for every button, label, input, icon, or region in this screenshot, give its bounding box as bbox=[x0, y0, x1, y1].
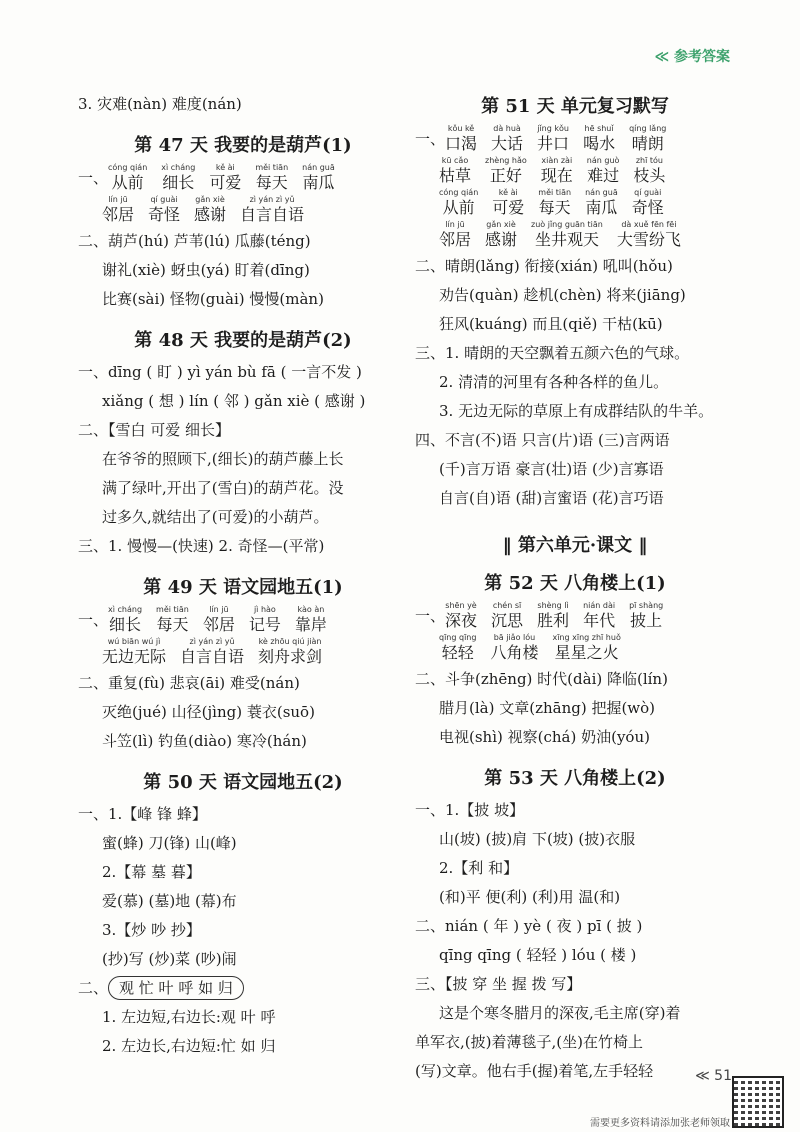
hanzi-word: 披上 bbox=[630, 611, 663, 630]
pinyin-word bbox=[445, 601, 477, 631]
hanzi-word: 大话 bbox=[491, 134, 524, 153]
pinyin-text: gǎn xiè bbox=[486, 220, 516, 229]
pinyin-word bbox=[148, 195, 180, 225]
hanzi-word: 邻居 bbox=[439, 230, 472, 249]
pinyin-text: qīng qīng bbox=[439, 633, 477, 642]
pinyin-word bbox=[537, 124, 569, 154]
pinyin-word bbox=[302, 163, 335, 193]
day-51-line3: 狂风(kuáng) 而且(qiě) 干枯(kū) bbox=[439, 315, 663, 333]
pinyin-word bbox=[633, 156, 665, 186]
day-47-line2: 谢礼(xiè) 蚜虫(yá) 盯着(dīng) bbox=[102, 261, 310, 279]
hanzi-word: 枯草 bbox=[439, 166, 472, 185]
day-50-title: 第 50 天 语文园地五(2) bbox=[143, 772, 343, 793]
pinyin-word bbox=[491, 601, 523, 631]
hanzi-word: 感谢 bbox=[194, 205, 227, 224]
pinyin-text: lín jū bbox=[445, 220, 465, 229]
day-49-row1: 一、 xì cháng 细长 měi tiān 每天 lín jū 邻居 jì hào 记号 kào àn 靠岸 bbox=[78, 605, 327, 634]
day-50-line4: 爱(慕) (墓)地 (幕)布 bbox=[102, 892, 237, 910]
hanzi-word: 每天 bbox=[255, 173, 288, 192]
hanzi-word: 自言自语 bbox=[240, 205, 305, 224]
pinyin-word bbox=[102, 195, 134, 225]
day-50-line2: 蜜(蜂) 刀(锋) 山(峰) bbox=[102, 834, 237, 852]
pinyin-text: qíng lǎng bbox=[629, 124, 667, 133]
hanzi-word: 靠岸 bbox=[294, 615, 327, 634]
pinyin-text: shēn yè bbox=[445, 601, 477, 610]
day-51-row4 bbox=[415, 220, 735, 250]
day-52-line3: 电视(shì) 视察(chá) 奶油(yóu) bbox=[439, 728, 650, 746]
day-51-line9: 自言(自)语 (甜)言蜜语 (花)言巧语 bbox=[439, 489, 664, 507]
pinyin-word bbox=[583, 601, 615, 631]
hanzi-word: 可爱 bbox=[492, 198, 525, 217]
day-50-line5: 3.【炒 吵 抄】 bbox=[102, 921, 201, 939]
pinyin-word bbox=[629, 601, 663, 631]
day-52-title: 第 52 天 八角楼上(1) bbox=[484, 573, 666, 594]
pinyin-text: kū cǎo bbox=[441, 156, 469, 165]
day-51-line4: 三、1. 晴朗的天空飘着五颜六色的气球。 bbox=[415, 344, 690, 362]
footer-note: 需要更多资料请添加张老师领取 bbox=[590, 1118, 730, 1129]
right-column bbox=[415, 90, 735, 1086]
day-49-row2 bbox=[78, 637, 408, 667]
pinyin-word bbox=[538, 188, 571, 218]
hanzi-word: 喝水 bbox=[583, 134, 616, 153]
pinyin-word bbox=[439, 220, 471, 250]
day-52-line1: 二、斗争(zhēng) 时代(dài) 降临(lín) bbox=[415, 670, 668, 688]
pinyin-text: lín jū bbox=[209, 605, 229, 614]
hanzi-word: 口渴 bbox=[445, 134, 478, 153]
day-48-line2: xiǎng ( 想 ) lín ( 邻 ) gǎn xiè ( 感谢 ) bbox=[102, 392, 366, 410]
pinyin-word bbox=[161, 163, 195, 193]
day-47-line3: 比赛(sài) 怪物(guài) 慢慢(màn) bbox=[102, 290, 324, 308]
hanzi-word: 深夜 bbox=[445, 611, 478, 630]
pinyin-word bbox=[485, 156, 527, 186]
hanzi-word: 难过 bbox=[587, 166, 620, 185]
pinyin-word bbox=[108, 605, 142, 635]
hanzi-word: 星星之火 bbox=[554, 643, 619, 662]
pinyin-word bbox=[156, 605, 189, 635]
page-number: ≪ 51 bbox=[695, 1068, 732, 1084]
day-50-line9: 2. 左边长,右边短:忙 如 归 bbox=[102, 1037, 276, 1055]
hanzi-word: 刻舟求剑 bbox=[258, 647, 323, 666]
hanzi-word: 晴朗 bbox=[631, 134, 664, 153]
pinyin-text: zì yán zì yǔ bbox=[189, 637, 235, 646]
hanzi-word: 从前 bbox=[111, 173, 144, 192]
hanzi-word: 邻居 bbox=[202, 615, 235, 634]
day-51-line1: 二、晴朗(lǎng) 衔接(xián) 吼叫(hǒu) bbox=[415, 257, 673, 275]
day-52-line2: 腊月(là) 文章(zhāng) 把握(wò) bbox=[439, 699, 656, 717]
pinyin-word bbox=[583, 124, 615, 154]
pinyin-text: nán guā bbox=[302, 163, 335, 172]
day-48-line7: 三、1. 慢慢—(快速) 2. 奇怪—(平常) bbox=[78, 537, 325, 555]
day-50-line7: 二、 观 忙 叶 呼 如 归 bbox=[78, 974, 408, 1003]
pinyin-word bbox=[249, 605, 281, 635]
pinyin-text: lín jū bbox=[108, 195, 128, 204]
pinyin-word bbox=[194, 195, 226, 225]
pinyin-word bbox=[258, 637, 322, 667]
pinyin-text: xīng xīng zhī huǒ bbox=[552, 633, 621, 642]
hanzi-word: 可爱 bbox=[209, 173, 242, 192]
day-50-line3: 2.【幕 墓 暮】 bbox=[102, 863, 201, 881]
pinyin-word bbox=[240, 195, 304, 225]
unit-heading: ‖ 第六单元·课文 ‖ bbox=[502, 535, 648, 556]
pinyin-word bbox=[587, 156, 620, 186]
day-49-line1: 二、重复(fù) 悲哀(āi) 难受(nán) bbox=[78, 674, 300, 692]
section-header: ≪ 参考答案 bbox=[654, 49, 730, 65]
hanzi-word: 沉思 bbox=[491, 611, 524, 630]
top-line: 3. 灾难(nàn) 难度(nán) bbox=[78, 95, 242, 113]
day-51-line8: (千)言万语 豪言(壮)语 (少)言寡语 bbox=[439, 460, 664, 478]
day-53-line4: (和)平 便(利) (利)用 温(和) bbox=[439, 888, 621, 906]
grouped-characters-box: 观 忙 叶 呼 如 归 bbox=[108, 976, 244, 1000]
pinyin-word bbox=[439, 633, 476, 663]
pinyin-text: zuò jǐng guān tiān bbox=[531, 220, 603, 229]
pinyin-word bbox=[492, 188, 524, 218]
pinyin-word bbox=[541, 156, 573, 186]
hanzi-word: 胜利 bbox=[537, 611, 570, 630]
day-49-title: 第 49 天 语文园地五(1) bbox=[143, 577, 343, 598]
hanzi-word: 自言自语 bbox=[180, 647, 245, 666]
pinyin-word bbox=[585, 188, 618, 218]
day-53-line7: 三、【披 穿 坐 握 拨 写】 bbox=[415, 975, 582, 993]
day-50-line1: 一、1.【峰 锋 蜂】 bbox=[78, 805, 207, 823]
hanzi-word: 细长 bbox=[109, 615, 142, 634]
hanzi-word: 现在 bbox=[540, 166, 573, 185]
day-51-row1: 一、 kǒu kě 口渴 dà huà 大话 jǐng kǒu 井口 hē shuǐ 喝水 qíng lǎng 晴朗 bbox=[415, 124, 667, 153]
day-51-line5: 2. 清清的河里有各种各样的鱼儿。 bbox=[439, 373, 669, 391]
pinyin-text: nán guā bbox=[585, 188, 618, 197]
day-48-line1: 一、dīng ( 盯 ) yì yán bù fā ( 一言不发 ) bbox=[78, 363, 362, 381]
hanzi-word: 南瓜 bbox=[585, 198, 618, 217]
pinyin-text: kè zhōu qiú jiàn bbox=[258, 637, 322, 646]
pinyin-text: bā jiǎo lóu bbox=[493, 633, 536, 642]
day-51-row3 bbox=[415, 188, 735, 218]
pinyin-word bbox=[617, 220, 681, 250]
pinyin-text: xì cháng bbox=[108, 605, 143, 614]
pinyin-text: shèng lì bbox=[537, 601, 569, 610]
pinyin-word bbox=[439, 188, 478, 218]
day-50-line6: (抄)写 (炒)菜 (吵)闹 bbox=[102, 950, 237, 968]
hanzi-word: 奇怪 bbox=[148, 205, 181, 224]
hanzi-word: 正好 bbox=[489, 166, 522, 185]
hanzi-word: 坐井观天 bbox=[534, 230, 599, 249]
day-48-line3: 二、【雪白 可爱 细长】 bbox=[78, 421, 231, 439]
pinyin-text: nián dài bbox=[583, 601, 616, 610]
pinyin-word bbox=[445, 124, 477, 154]
day-50-line8: 1. 左边短,右边长:观 叶 呼 bbox=[102, 1008, 276, 1026]
pinyin-word bbox=[102, 637, 166, 667]
pinyin-text: nán guò bbox=[586, 156, 620, 165]
pinyin-text: hē shuǐ bbox=[584, 124, 614, 133]
hanzi-word: 大雪纷飞 bbox=[616, 230, 681, 249]
pinyin-text: kào àn bbox=[297, 605, 325, 614]
pinyin-word bbox=[439, 156, 471, 186]
pinyin-text: chén sī bbox=[492, 601, 522, 610]
pinyin-text: pī shàng bbox=[629, 601, 664, 610]
hanzi-word: 奇怪 bbox=[631, 198, 664, 217]
pinyin-text: zì yán zì yǔ bbox=[249, 195, 295, 204]
pinyin-text: kě ài bbox=[215, 163, 235, 172]
pinyin-word bbox=[180, 637, 244, 667]
day-49-line3: 斗笠(lì) 钓鱼(diào) 寒冷(hán) bbox=[102, 732, 307, 750]
pinyin-text: cóng qián bbox=[108, 163, 148, 172]
pinyin-word bbox=[295, 605, 327, 635]
pinyin-word bbox=[203, 605, 235, 635]
pinyin-text: dà xuě fēn fēi bbox=[621, 220, 677, 229]
qr-code-icon bbox=[732, 1076, 784, 1128]
pinyin-word bbox=[209, 163, 241, 193]
hanzi-word: 每天 bbox=[156, 615, 189, 634]
left-column bbox=[78, 90, 408, 1061]
hanzi-word: 井口 bbox=[537, 134, 570, 153]
day-51-row2 bbox=[415, 156, 735, 186]
pinyin-text: jǐng kǒu bbox=[537, 124, 569, 133]
day-51-line2: 劝告(quàn) 趁机(chèn) 将来(jiāng) bbox=[439, 286, 686, 304]
day-53-line6: qīng qīng ( 轻轻 ) lóu ( 楼 ) bbox=[439, 946, 637, 964]
pinyin-text: zhèng hǎo bbox=[485, 156, 527, 165]
pinyin-word bbox=[632, 188, 664, 218]
pinyin-word bbox=[485, 220, 517, 250]
day-53-line1: 一、1.【披 坡】 bbox=[415, 801, 525, 819]
pinyin-word bbox=[108, 163, 147, 193]
pinyin-text: dà huà bbox=[493, 124, 521, 133]
day-48-line4: 在爷爷的照顾下,(细长)的葫芦藤上长 bbox=[102, 450, 344, 468]
day-49-line2: 灭绝(jué) 山径(jìng) 蓑衣(suō) bbox=[102, 703, 315, 721]
pinyin-text: měi tiān bbox=[156, 605, 189, 614]
hanzi-word: 八角楼 bbox=[490, 643, 539, 662]
hanzi-word: 从前 bbox=[442, 198, 475, 217]
pinyin-text: wú biān wú jì bbox=[107, 637, 161, 646]
hanzi-word: 枝头 bbox=[633, 166, 666, 185]
pinyin-word bbox=[491, 124, 523, 154]
day-53-title: 第 53 天 八角楼上(2) bbox=[484, 768, 666, 789]
pinyin-text: jì hào bbox=[253, 605, 276, 614]
pinyin-word bbox=[552, 633, 620, 663]
hanzi-word: 邻居 bbox=[102, 205, 135, 224]
pinyin-word bbox=[531, 220, 603, 250]
pinyin-text: kě ài bbox=[498, 188, 518, 197]
hanzi-word: 轻轻 bbox=[441, 643, 474, 662]
day-53-line9: 单军衣,(披)着薄毯子,(坐)在竹椅上 bbox=[415, 1033, 643, 1051]
day-53-line3: 2.【利 和】 bbox=[439, 859, 519, 877]
hanzi-word: 南瓜 bbox=[302, 173, 335, 192]
pinyin-text: xiàn zài bbox=[541, 156, 573, 165]
pinyin-word bbox=[255, 163, 288, 193]
day-51-line6: 3. 无边无际的草原上有成群结队的牛羊。 bbox=[439, 402, 714, 420]
pinyin-word bbox=[537, 601, 569, 631]
day-51-title: 第 51 天 单元复习默写 bbox=[481, 96, 669, 117]
hanzi-word: 感谢 bbox=[485, 230, 518, 249]
day-53-line2: 山(坡) (披)肩 下(坡) (披)衣服 bbox=[439, 830, 636, 848]
pinyin-text: qí guài bbox=[634, 188, 662, 197]
day-48-line5: 满了绿叶,开出了(雪白)的葫芦花。没 bbox=[102, 479, 344, 497]
hanzi-word: 细长 bbox=[162, 173, 195, 192]
pinyin-text: zhī tóu bbox=[635, 156, 663, 165]
hanzi-word: 年代 bbox=[583, 611, 616, 630]
pinyin-text: xì cháng bbox=[161, 163, 196, 172]
pinyin-word bbox=[490, 633, 538, 663]
day-47-title: 第 47 天 我要的是葫芦(1) bbox=[134, 135, 352, 156]
hanzi-word: 无边无际 bbox=[102, 647, 167, 666]
day-52-row2 bbox=[415, 633, 735, 663]
pinyin-text: kǒu kě bbox=[447, 124, 475, 133]
hanzi-word: 记号 bbox=[248, 615, 281, 634]
hanzi-word: 每天 bbox=[538, 198, 571, 217]
day-48-line6: 过多久,就结出了(可爱)的小葫芦。 bbox=[102, 508, 329, 526]
day-52-row1: 一、 shēn yè 深夜 chén sī 沉思 shèng lì 胜利 nián dài 年代 pī shàng 披上 bbox=[415, 601, 664, 630]
pinyin-text: měi tiān bbox=[538, 188, 572, 197]
day-53-line5: 二、nián ( 年 ) yè ( 夜 ) pī ( 披 ) bbox=[415, 917, 643, 935]
pinyin-text: cóng qián bbox=[439, 188, 479, 197]
day-47-line1: 二、葫芦(hú) 芦苇(lú) 瓜藤(téng) bbox=[78, 232, 311, 250]
pinyin-text: měi tiān bbox=[255, 163, 289, 172]
pinyin-word bbox=[629, 124, 666, 154]
day-53-line8: 这是个寒冬腊月的深夜,毛主席(穿)着 bbox=[439, 1004, 681, 1022]
day-51-line7: 四、不言(不)语 只言(片)语 (三)言两语 bbox=[415, 431, 670, 449]
day-53-line10: (写)文章。他右手(握)着笔,左手轻轻 bbox=[415, 1062, 654, 1080]
day-48-title: 第 48 天 我要的是葫芦(2) bbox=[134, 330, 352, 351]
day-47-row1: 一、 cóng qián 从前 xì cháng 细长 kě ài 可爱 měi tiān 每天 nán guā 南瓜 bbox=[78, 163, 335, 192]
pinyin-text: qí guài bbox=[150, 195, 178, 204]
day-47-row2 bbox=[78, 195, 408, 225]
pinyin-text: gǎn xiè bbox=[195, 195, 225, 204]
